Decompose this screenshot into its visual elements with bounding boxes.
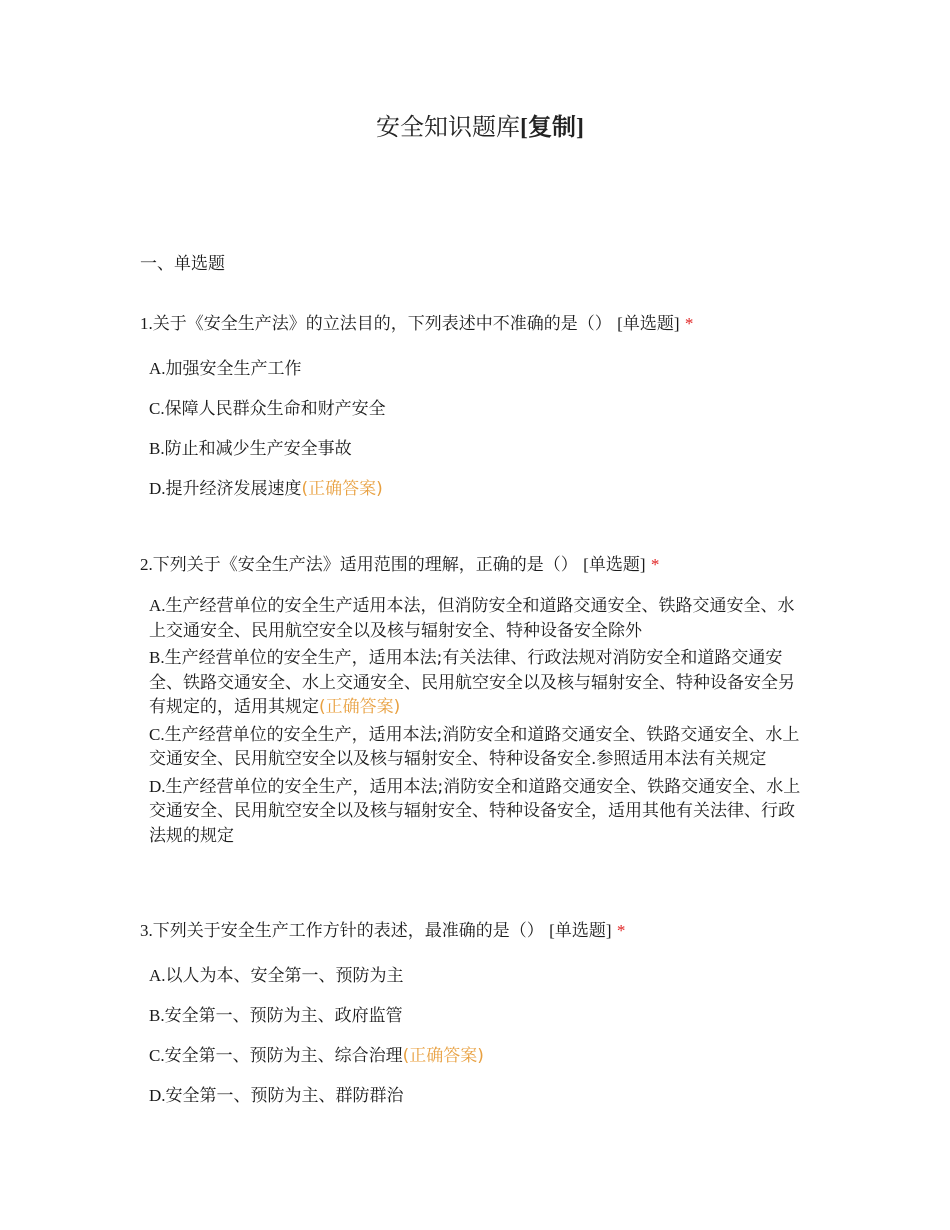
question-3: [140, 919, 820, 1124]
question-number: 3.: [140, 921, 153, 940]
question-1: [140, 312, 820, 517]
option-a[interactable]: [149, 357, 809, 381]
question-stem: [140, 919, 820, 943]
option-text: 安全第一、预防为主、综合治理: [164, 1046, 403, 1066]
question-type-tag: [单选题]: [549, 921, 612, 940]
option-text: 以人为本、安全第一、预防为主: [165, 966, 404, 986]
option-letter: B.: [149, 1006, 165, 1025]
page-title: [0, 112, 950, 143]
option-letter: C.: [149, 724, 165, 744]
question-text: 关于《安全生产法》的立法目的，下列表述中不准确的是（）: [152, 314, 612, 334]
option-text: 提升经济发展速度: [165, 479, 302, 499]
question-type-tag: [单选题]: [617, 314, 680, 333]
option-letter: B.: [149, 648, 165, 667]
section-title: 一、单选题: [140, 254, 225, 274]
question-stem: [140, 312, 820, 336]
required-marker: *: [684, 314, 694, 333]
question-number: 1.: [140, 314, 153, 333]
option-text: 安全第一、预防为主、政府监管: [164, 1006, 403, 1026]
page-title-suffix: [复制]: [520, 115, 584, 141]
option-list: [149, 964, 809, 1108]
option-text: 生产经营单位的安全生产，适用本法;有关法律、行政法规对消防安全和道路交通安全、铁路交通安全、水上交通安全、民用航空安全以及核与辐射安全、特种设备安全另有规定的，适用其规定: [149, 648, 795, 717]
question-type-tag: [单选题]: [583, 555, 646, 574]
option-list: [149, 357, 809, 501]
option-letter: A.: [149, 966, 166, 985]
correct-answer-marker: (正确答案): [319, 697, 401, 717]
question-text: 下列关于《安全生产法》适用范围的理解，正确的是（）: [152, 555, 578, 575]
option-letter: D.: [149, 1086, 166, 1105]
required-marker: *: [650, 555, 660, 574]
option-text: 安全第一、预防为主、群防群治: [165, 1086, 404, 1106]
option-text: 生产经营单位的安全生产适用本法，但消防安全和道路交通安全、铁路交通安全、水上交通安全、民用航空安全以及核与辐射安全、特种设备安全除外: [149, 596, 795, 641]
option-b[interactable]: [149, 437, 809, 461]
question-text: 下列关于安全生产工作方针的表述，最准确的是（）: [152, 921, 544, 941]
option-d[interactable]: [149, 1084, 809, 1108]
question-2: [140, 553, 820, 851]
correct-answer-marker: (正确答案): [301, 479, 383, 499]
option-a[interactable]: [149, 964, 809, 988]
required-marker: *: [616, 921, 626, 940]
option-text: 防止和减少生产安全事故: [164, 439, 352, 459]
question-number: 2.: [140, 555, 153, 574]
question-stem: [140, 553, 820, 577]
option-a[interactable]: [149, 594, 809, 643]
option-list: [149, 594, 809, 848]
option-text: 保障人民群众生命和财产安全: [164, 399, 386, 419]
option-c[interactable]: [149, 397, 809, 421]
option-letter: B.: [149, 439, 165, 458]
option-text: 生产经营单位的安全生产，适用本法;消防安全和道路交通安全、铁路交通安全、水上交通安全、民用航空安全以及核与辐射安全、特种设备安全.参照适用本法有关规定: [149, 724, 800, 769]
option-c[interactable]: [149, 723, 809, 772]
option-c[interactable]: [149, 1044, 809, 1068]
option-text: 生产经营单位的安全生产，适用本法;消防安全和道路交通安全、铁路交通安全、水上交通安全、民用航空安全以及核与辐射安全、特种设备安全，适用其他有关法律、行政法规的规定: [149, 776, 801, 846]
option-letter: C.: [149, 1046, 165, 1065]
option-b[interactable]: [149, 1004, 809, 1028]
option-d[interactable]: [149, 775, 809, 849]
option-letter: A.: [149, 359, 166, 378]
option-letter: A.: [149, 596, 166, 615]
option-text: 加强安全生产工作: [165, 359, 302, 379]
correct-answer-marker: (正确答案): [402, 1046, 484, 1066]
option-letter: D.: [149, 776, 166, 796]
option-d[interactable]: [149, 477, 809, 501]
option-letter: D.: [149, 479, 166, 498]
page-title-main: 安全知识题库: [376, 113, 520, 141]
option-letter: C.: [149, 399, 165, 418]
option-b[interactable]: [149, 646, 809, 720]
